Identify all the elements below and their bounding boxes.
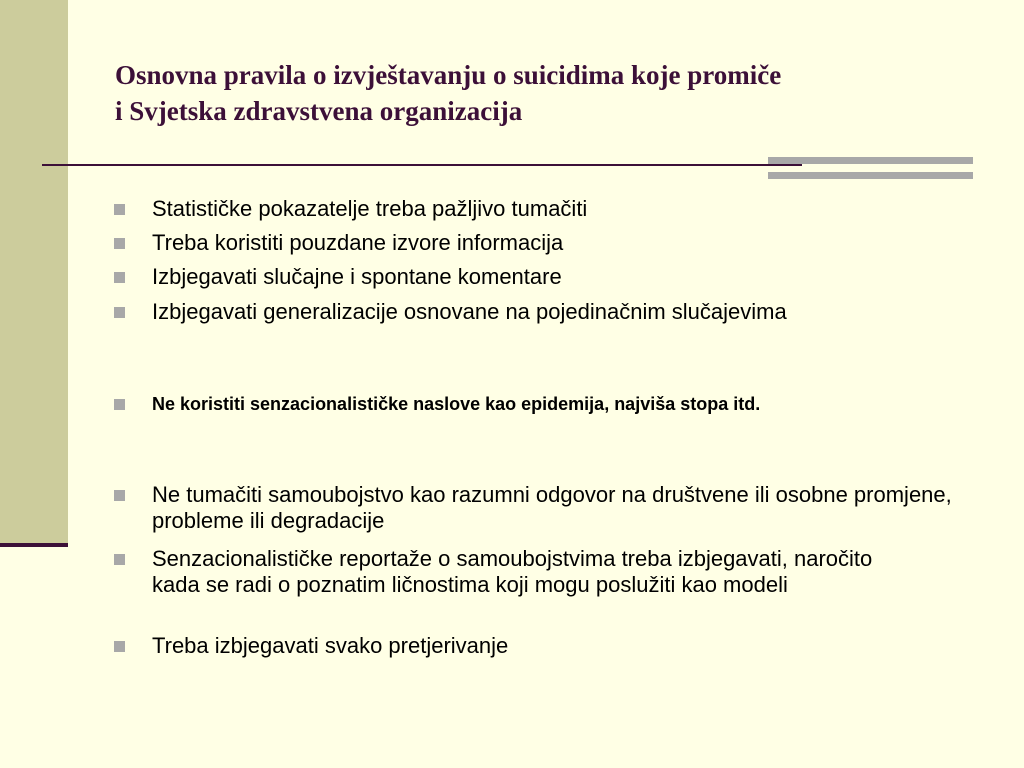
bullet-item: [114, 196, 974, 222]
title-accent-bar-bottom: [768, 172, 973, 179]
slide-title-line-1: Osnovna pravila o izvještavanju o suicidima koje promiče: [115, 60, 782, 90]
bullet-item-emphasized: [114, 393, 904, 416]
left-band-rule: [0, 543, 68, 547]
square-bullet-icon: [114, 641, 125, 652]
bullet-item: [114, 546, 924, 598]
bullet-text: Treba koristiti pouzdane izvore informacija: [152, 230, 564, 255]
bullet-item: [114, 264, 974, 290]
square-bullet-icon: [114, 238, 125, 249]
bullet-item: [114, 299, 814, 325]
square-bullet-icon: [114, 272, 125, 283]
bullet-text: Statističke pokazatelje treba pažljivo tumačiti: [152, 196, 588, 221]
bullet-text: Senzacionalističke reportaže o samoubojstvima treba izbjegavati, naročito kada se radi o poznatim ličnostima koji mogu poslužiti kao modeli: [152, 546, 873, 597]
square-bullet-icon: [114, 554, 125, 565]
square-bullet-icon: [114, 490, 125, 501]
bullet-item: [114, 482, 954, 534]
title-accent-bar-top: [768, 157, 973, 164]
slide-title-line-2: i Svjetska zdravstvena organizacija: [115, 96, 523, 126]
bullet-text: Izbjegavati generalizacije osnovane na pojedinačnim slučajevima: [152, 299, 787, 324]
left-decorative-band: [0, 0, 68, 543]
bullet-text: Ne koristiti senzacionalističke naslove kao epidemija, najviša stopa itd.: [152, 394, 761, 414]
square-bullet-icon: [114, 204, 125, 215]
bullet-item: [114, 633, 974, 659]
bullet-text: Ne tumačiti samoubojstvo kao razumni odgovor na društvene ili osobne promjene, probleme ili degradacije: [152, 482, 952, 533]
square-bullet-icon: [114, 399, 125, 410]
bullet-text: Izbjegavati slučajne i spontane komentare: [152, 264, 562, 289]
bullet-item: [114, 230, 974, 256]
title-divider-line: [42, 164, 802, 166]
slide-title: [115, 57, 995, 129]
square-bullet-icon: [114, 307, 125, 318]
bullet-text: Treba izbjegavati svako pretjerivanje: [152, 633, 509, 658]
